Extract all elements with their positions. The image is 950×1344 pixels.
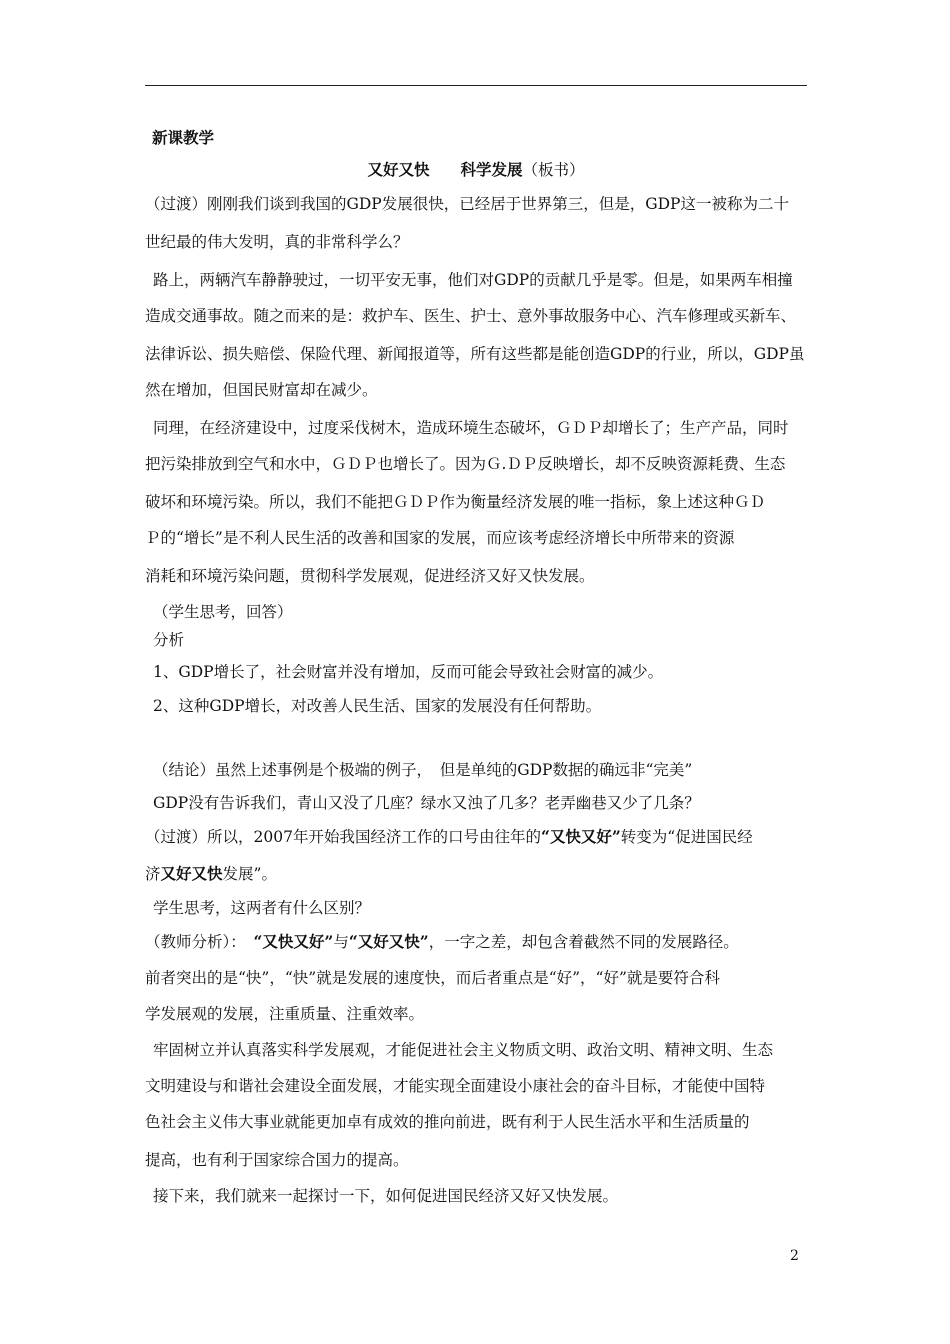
text-run: 发展”。 xyxy=(222,865,277,883)
paragraph-line: （过渡）刚刚我们谈到我国的GDP发展很快，已经居于世界第三，但是，GDP这一被称为二十 xyxy=(145,195,789,213)
text-run: 与 xyxy=(333,933,349,951)
text-run: ，一字之差，却包含着截然不同的发展路径。 xyxy=(428,933,739,951)
paragraph-line: 前者突出的是“快”，“快”就是发展的速度快，而后者重点是“好”，“好”就是要符合科 xyxy=(145,969,720,987)
paragraph-line: 路上，两辆汽车静静驶过，一切平安无事，他们对GDP的贡献几乎是零。但是，如果两车相撞 xyxy=(153,271,793,289)
emphasis-run: 又好又快 xyxy=(160,864,223,883)
emphasis-run: “又快又好” xyxy=(253,932,334,951)
section-title: 新课教学 xyxy=(152,128,215,147)
paragraph-line: 牢固树立并认真落实科学发展观，才能促进社会主义物质文明、政治文明、精神文明、生态 xyxy=(153,1041,774,1059)
paragraph-line: GDP没有告诉我们，青山又没了几座？绿水又浊了几多？老弄幽巷又少了几条？ xyxy=(153,794,700,812)
paragraph-line: 学发展观的发展，注重质量、注重效率。 xyxy=(145,1005,425,1023)
paragraph-line: 把污染排放到空气和水中，ＧＤＰ也增长了。因为Ｇ.ＤＰ反映增长，却不反映资源耗费、生态 xyxy=(145,455,786,473)
emphasis-run: “又好又快” xyxy=(348,932,429,951)
paragraph-line xyxy=(145,827,807,847)
text-run: 转变为“促进国民经 xyxy=(620,828,753,846)
paragraph-line: 破坏和环境污染。所以，我们不能把ＧＤＰ作为衡量经济发展的唯一指标，象上述这种ＧＤ xyxy=(145,493,766,511)
emphasis-run: “又快又好” xyxy=(540,827,621,846)
paragraph-line: （结论）虽然上述事例是个极端的例子， 但是单纯的GDP数据的确远非“完美” xyxy=(153,761,693,779)
paragraph-line: Ｐ的“增长”是不利人民生活的改善和国家的发展，而应该考虑经济增长中所带来的资源 xyxy=(145,529,735,547)
paragraph-line: 同理，在经济建设中，过度采伐树木，造成环境生态破坏，ＧＤＰ却增长了；生产产品，同时 xyxy=(153,419,789,437)
paragraph-line xyxy=(145,932,807,952)
paragraph-line xyxy=(145,864,807,884)
paragraph-line: 色社会主义伟大事业就能更加卓有成效的推向前进，既有利于人民生活水平和生活质量的 xyxy=(145,1113,750,1131)
paragraph-line: 世纪最的伟大发明，真的非常科学么？ xyxy=(145,233,409,251)
paragraph-line: 接下来，我们就来一起探讨一下，如何促进国民经济又好又快发展。 xyxy=(153,1187,619,1205)
header-rule xyxy=(145,85,807,86)
board-heading-title: 又好又快 科学发展 xyxy=(367,160,523,179)
paragraph-line: 1、GDP增长了，社会财富并没有增加，反而可能会导致社会财富的减少。 xyxy=(153,663,664,681)
paragraph-line: 学生思考，这两者有什么区别？ xyxy=(153,899,371,917)
paragraph-line: 消耗和环境污染问题，贯彻科学发展观，促进经济又好又快发展。 xyxy=(145,567,595,585)
text-run: （教师分析）： xyxy=(145,933,254,951)
paragraph-line: 然在增加，但国民财富却在减少。 xyxy=(145,381,378,399)
page-number: 2 xyxy=(790,1248,799,1264)
text-run: （过渡）所以，2007年开始我国经济工作的口号由往年的 xyxy=(145,828,541,846)
board-heading xyxy=(145,160,807,180)
paragraph-line: 文明建设与和谐社会建设全面发展，才能实现全面建设小康社会的奋斗目标，才能使中国特 xyxy=(145,1077,766,1095)
text-run: 济 xyxy=(145,865,161,883)
paragraph-line: 提高，也有利于国家综合国力的提高。 xyxy=(145,1151,409,1169)
paragraph-line: （学生思考，回答） xyxy=(153,603,293,621)
paragraph-line: 造成交通事故。随之而来的是：救护车、医生、护士、意外事故服务中心、汽车修理或买新车、 xyxy=(145,307,797,325)
paragraph-line: 2、这种GDP增长，对改善人民生活、国家的发展没有任何帮助。 xyxy=(153,697,602,715)
paragraph-line: 分析 xyxy=(153,631,185,649)
board-heading-note: （板书） xyxy=(522,161,585,179)
paragraph-line: 法律诉讼、损失赔偿、保险代理、新闻报道等，所有这些都是能创造GDP的行业，所以，GDP虽 xyxy=(145,345,805,363)
